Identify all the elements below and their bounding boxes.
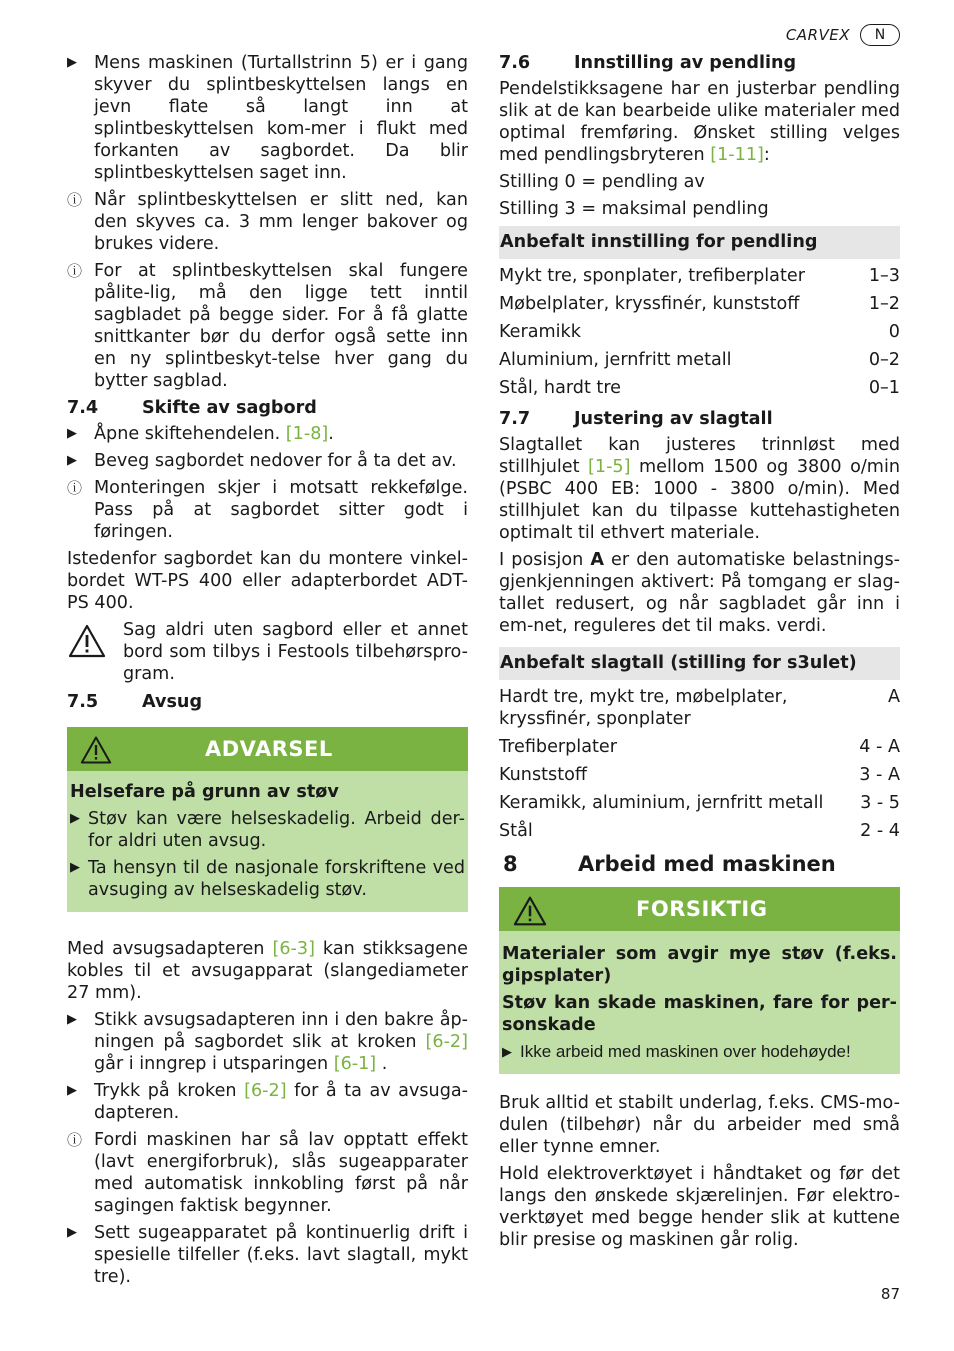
- info-note: ⓘ Fordi maskinen har så lav opptatt effekt (lavt energiforbruk), slås sugeapparater med automatisk innkobling først på når sagingen faktisk begynner.: [67, 1130, 468, 1216]
- warning-box-header: [499, 887, 900, 931]
- section-heading-7-7: 7.7 Justering av slagtall: [499, 409, 773, 429]
- section-heading-7-4: 7.4 Skifte av sagbord: [67, 398, 317, 418]
- warning-box-body: [67, 771, 468, 912]
- warning-triangle-icon: [511, 895, 549, 931]
- paragraph: I posisjon A er den automatiske belastnings-gjenkjenningen aktivert: På tomgang er slag-tallet redusert, og når sagbladet går inn i em-net, reguleres det til maks. verdi.: [499, 550, 900, 636]
- figure-reference: [1-5]: [588, 457, 631, 477]
- table-row: Keramikk 0: [499, 322, 900, 342]
- table-row: Hardt tre, mykt tre, møbelplater, kryssfinér, sponplater A: [499, 687, 900, 729]
- figure-reference: [6-2]: [425, 1032, 468, 1052]
- language-badge: N: [860, 24, 900, 46]
- paragraph: Hold elektroverktøyet i håndtaket og før det langs den ønskede skjærelinjen. Før elektro-verktøyet med begge hender slik at kuttene blir presise og maskinen går rolig.: [499, 1164, 900, 1250]
- table-row: Stål 2 - 4: [499, 821, 900, 841]
- table-row: Stål, hardt tre 0–1: [499, 378, 900, 398]
- list-item: ▶ Stikk avsugsadapteren inn i den bakre åp-ningen på sagbordet slik at kroken [6-2] går i inngrep i utsparingen [6-1] .: [67, 1010, 468, 1074]
- paragraph: Istedenfor sagbordet kan du montere vinkel-bordet WT-PS 400 eller adapterbordet ADT-PS 400.: [67, 549, 468, 613]
- triangle-bullet-icon: ▶: [67, 426, 77, 441]
- warning-box-forsiktig: [499, 887, 900, 1074]
- paragraph: Med avsugsadapteren [6-3] kan stikksagene kobles til et avsugapparat (slangediameter 27 mm).: [67, 939, 468, 1003]
- list-item: ▶ Mens maskinen (Turtallstrinn 5) er i gang skyver du splintbeskyttelsen langs en jevn flate så langt inn at splintbeskyttelsen kom-mer i flukt med forkanten av sagbordet. Da blir splintbeskyttelsen saget inn.: [67, 53, 468, 183]
- list-item: ▶ Støv kan være helseskadelig. Arbeid der-for aldri uten avsug.: [70, 809, 465, 851]
- info-note: ⓘ Når splintbeskyttelsen er slitt ned, kan den skyves ca. 3 mm lenger bakover og brukes videre.: [67, 190, 468, 254]
- table-row: Mykt tre, sponplater, trefiberplater 1–3: [499, 266, 900, 286]
- table-header: Anbefalt slagtall (stilling for s3ulet): [499, 647, 900, 680]
- table-row: Møbelplater, kryssfinér, kunststoff 1–2: [499, 294, 900, 314]
- paragraph: Stilling 3 = maksimal pendling: [499, 199, 769, 219]
- brand-name: CARVEX: [785, 26, 850, 44]
- triangle-bullet-icon: ▶: [67, 1225, 77, 1240]
- section-heading-7-5: 7.5 Avsug: [67, 692, 203, 712]
- warning-triangle-icon: [67, 619, 111, 685]
- page-number: 87: [880, 1285, 900, 1303]
- section-heading-8: 8 Arbeid med maskinen: [503, 852, 836, 876]
- warning-box-body: [499, 931, 900, 1074]
- list-item: ▶ Beveg sagbordet nedover for å ta det av.: [67, 451, 457, 471]
- figure-reference: [6-2]: [244, 1081, 287, 1101]
- table-row: Trefiberplater 4 - A: [499, 737, 900, 757]
- list-item: ▶ Ikke arbeid med maskinen over hodehøyde!: [502, 1042, 851, 1061]
- list-item: ▶ Åpne skiftehendelen. [1-8].: [67, 424, 334, 444]
- list-item: ▶ Ta hensyn til de nasjonale forskriftene ved avsuging av helseskadelig støv.: [70, 858, 465, 900]
- paragraph: Bruk alltid et stabilt underlag, f.eks. CMS-mo-dulen (tilbehør) når du arbeider med små eller tynne emner.: [499, 1093, 900, 1157]
- triangle-bullet-icon: ▶: [70, 860, 80, 875]
- figure-reference: [1-8]: [285, 424, 329, 444]
- warning-triangle-icon: [79, 735, 113, 769]
- stroke-rate-table: [499, 647, 900, 845]
- table-row: Kunststoff 3 - A: [499, 765, 900, 785]
- triangle-bullet-icon: ▶: [502, 1044, 512, 1059]
- info-note: ⓘ For at splintbeskyttelsen skal fungere pålite-lig, må den ligge tett inntil sagbladet på begge sider. For å få glatte snittkanter bør du derfor også sette inn en ny splintbeskyt-telse hver gang du bytter sagblad.: [67, 261, 468, 391]
- warning-heading: Helsefare på grunn av støv: [70, 782, 339, 802]
- triangle-bullet-icon: ▶: [67, 1012, 77, 1027]
- pendulum-table: [499, 226, 900, 402]
- info-note: ⓘ Monteringen skjer i motsatt rekkefølge. Pass på at sagbordet sitter godt i føringen.: [67, 478, 468, 542]
- figure-reference: [1-11]: [710, 145, 764, 165]
- triangle-bullet-icon: ▶: [67, 1083, 77, 1098]
- table-row: Keramikk, aluminium, jernfritt metall 3 - 5: [499, 793, 900, 813]
- warning-box-advarsel: [67, 727, 468, 912]
- info-icon: ⓘ: [67, 262, 83, 280]
- figure-reference: [6-1]: [333, 1054, 377, 1074]
- triangle-bullet-icon: ▶: [67, 55, 77, 70]
- warning-heading: Materialer som avgir mye støv (f.eks. gipsplater): [502, 944, 897, 986]
- warning-heading: Støv kan skade maskinen, fare for per-sonskade: [502, 993, 897, 1035]
- list-item: ▶ Trykk på kroken [6-2] for å ta av avsuga-dapteren.: [67, 1081, 468, 1123]
- triangle-bullet-icon: ▶: [67, 453, 77, 468]
- paragraph: Slagtallet kan justeres trinnløst med stillhjulet [1-5] mellom 1500 og 3800 o/min (PSBC 400 EB: 1000 - 3800 o/min). Med stillhjulet kan du tilpasse kuttehastigheten optimalt til ethvert materiale.: [499, 435, 900, 543]
- figure-reference: [6-3]: [272, 939, 315, 959]
- paragraph: Pendelstikksagene har en justerbar pendling slik at de kan bearbeide ulike materialer med optimal fremføring. Ønsket stilling velges med pendlingsbryteren [1-11]:: [499, 79, 900, 165]
- left-column: [67, 52, 468, 1293]
- info-icon: ⓘ: [67, 479, 83, 497]
- warning-box-title: ADVARSEL: [205, 737, 333, 761]
- section-heading-7-6: 7.6 Innstilling av pendling: [499, 53, 797, 73]
- right-column: [499, 52, 900, 1256]
- warning-note: Sag aldri uten sagbord eller et annet bord som tilbys i Festools tilbehørspro-gram.: [67, 619, 468, 685]
- triangle-bullet-icon: ▶: [70, 811, 80, 826]
- page-header: [786, 24, 900, 46]
- info-icon: ⓘ: [67, 191, 83, 209]
- list-item: ▶ Sett sugeapparatet på kontinuerlig drift i spesielle tilfeller (f.eks. lavt slagtall, mykt tre).: [67, 1223, 468, 1287]
- warning-box-header: [67, 727, 468, 771]
- table-header: Anbefalt innstilling for pendling: [499, 226, 900, 259]
- warning-box-title: FORSIKTIG: [636, 897, 768, 921]
- paragraph: Stilling 0 = pendling av: [499, 172, 705, 192]
- table-row: Aluminium, jernfritt metall 0–2: [499, 350, 900, 370]
- info-icon: ⓘ: [67, 1131, 83, 1149]
